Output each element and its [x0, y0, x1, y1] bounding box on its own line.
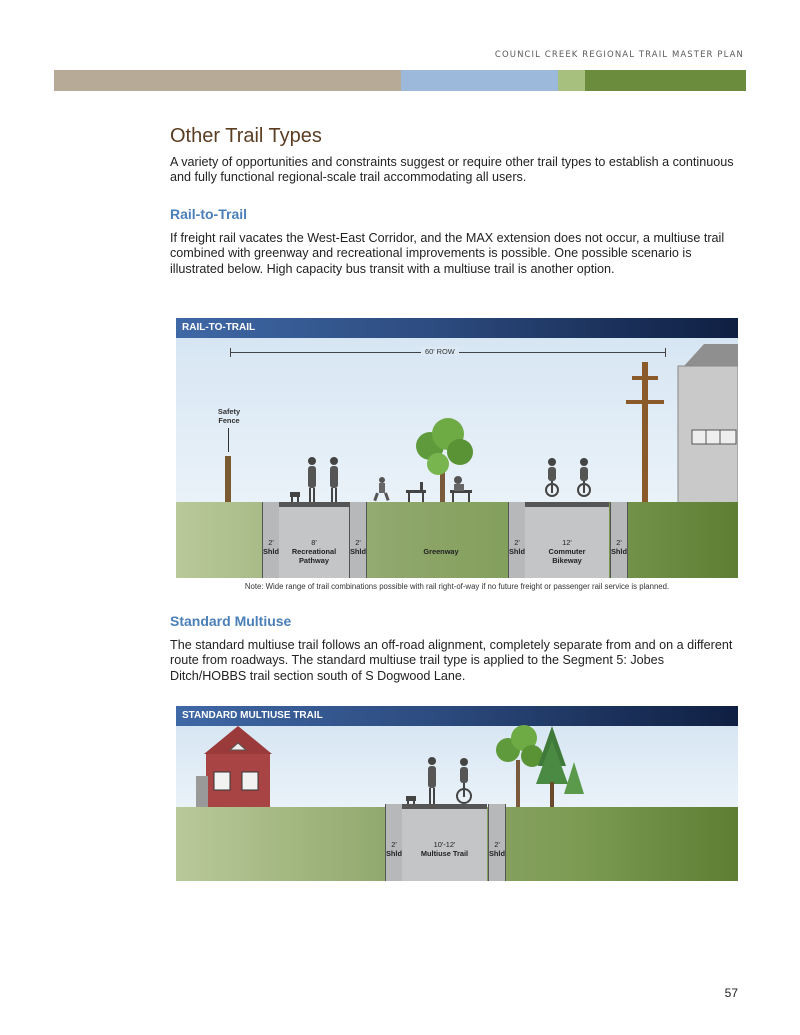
trail-users-icon — [404, 756, 478, 808]
trees-icon — [494, 722, 584, 810]
document-title: COUNCIL CREEK REGIONAL TRAIL MASTER PLAN — [494, 50, 744, 60]
rail-to-trail-body: If freight rail vacates the West-East Corridor, and the MAX extension does not occur, a multiuse trail combined with greenway and recreational improvements is possible. One possible scenario is illustrated below. High capacity bus transit with a multiuse trail is another option. — [170, 231, 725, 276]
bikeway-name-line2: Bikeway — [552, 556, 582, 565]
shoulder-name: Shld — [385, 849, 402, 858]
pathway-name-line1: Recreational — [291, 547, 337, 556]
trail-name: Multiuse Trail — [420, 849, 469, 858]
color-bar-segment — [558, 70, 585, 91]
color-bar-segment — [585, 70, 746, 91]
rail-to-trail-diagram — [176, 318, 738, 578]
pathway-name-line2: Pathway — [299, 556, 329, 565]
standard-multiuse-heading: Standard Multiuse — [170, 613, 292, 629]
row-tick-left — [230, 348, 231, 357]
section-intro: A variety of opportunities and constraints suggest or require other trail types to establish a continuous and fully functional regional-scale trail accommodating all users. — [170, 155, 734, 185]
dimension: 2' — [494, 840, 500, 849]
park-users-icon — [372, 474, 482, 504]
greenway-label — [406, 547, 476, 556]
standard-multiuse-body: The standard multiuse trail follows an off-road alignment, completely separate from and on a different route from roadways. The standard multiuse trail type is applied to the Segment 5: Jobes Ditch/HOBBS trail section south of S Dogwood Lane. — [170, 638, 733, 683]
dimension: 2' — [514, 538, 520, 547]
page-number: 57 — [724, 986, 738, 1000]
dimension: 2' — [391, 840, 397, 849]
shoulder-label-2 — [345, 538, 371, 556]
dimension: 2' — [616, 538, 622, 547]
greenway-name: Greenway — [423, 547, 459, 556]
diagram-title: STANDARD MULTIUSE TRAIL — [182, 710, 323, 721]
safety-fence-label-line1: Safety — [217, 407, 241, 416]
pedestrians-icon — [288, 456, 348, 504]
trail-surface — [402, 804, 487, 809]
dimension: 8' — [311, 538, 317, 547]
utility-pole-icon — [620, 362, 670, 504]
house-icon — [194, 726, 276, 810]
dimension: 10'-12' — [433, 840, 456, 849]
row-label: 60' ROW — [421, 347, 459, 356]
bikeway-name-line1: Commuter — [548, 547, 586, 556]
recreational-pathway-label — [279, 538, 349, 565]
shoulder-label-4 — [606, 538, 632, 556]
commuter-bikeway-label — [525, 538, 609, 565]
dimension: 12' — [562, 538, 572, 547]
color-bar-segment — [401, 70, 558, 91]
building-icon — [674, 344, 738, 506]
bikeway-surface — [525, 502, 609, 507]
rail-to-trail-heading: Rail-to-Trail — [170, 206, 248, 222]
row-tick-right — [665, 348, 666, 357]
safety-fence-label — [212, 407, 246, 425]
shoulder-name: Shld — [488, 849, 505, 858]
shoulder-name: Shld — [349, 547, 366, 556]
shoulder-name: Shld — [610, 547, 627, 556]
multiuse-trail-label — [402, 840, 487, 858]
dimension: 2' — [355, 538, 361, 547]
diagram-header — [176, 318, 738, 338]
diagram-title: RAIL-TO-TRAIL — [182, 322, 256, 333]
safety-fence-post — [225, 456, 231, 506]
section-title: Other Trail Types — [170, 125, 322, 147]
dimension: 2' — [268, 538, 274, 547]
shoulder-name: Shld — [262, 547, 279, 556]
pathway-surface — [279, 502, 349, 507]
rail-to-trail-note: Note: Wide range of trail combinations possible with rail right-of-way if no future freight or passenger rail service is planned. — [244, 582, 670, 591]
color-bar-segment — [54, 70, 401, 91]
shoulder-name: Shld — [508, 547, 525, 556]
header-color-bar — [54, 70, 746, 91]
shoulder-label-2 — [484, 840, 510, 858]
standard-multiuse-diagram — [176, 706, 738, 881]
safety-fence-label-line2: Fence — [218, 416, 240, 425]
fence-pointer — [228, 428, 229, 452]
diagram-header — [176, 706, 738, 726]
cyclists-icon — [540, 458, 600, 504]
